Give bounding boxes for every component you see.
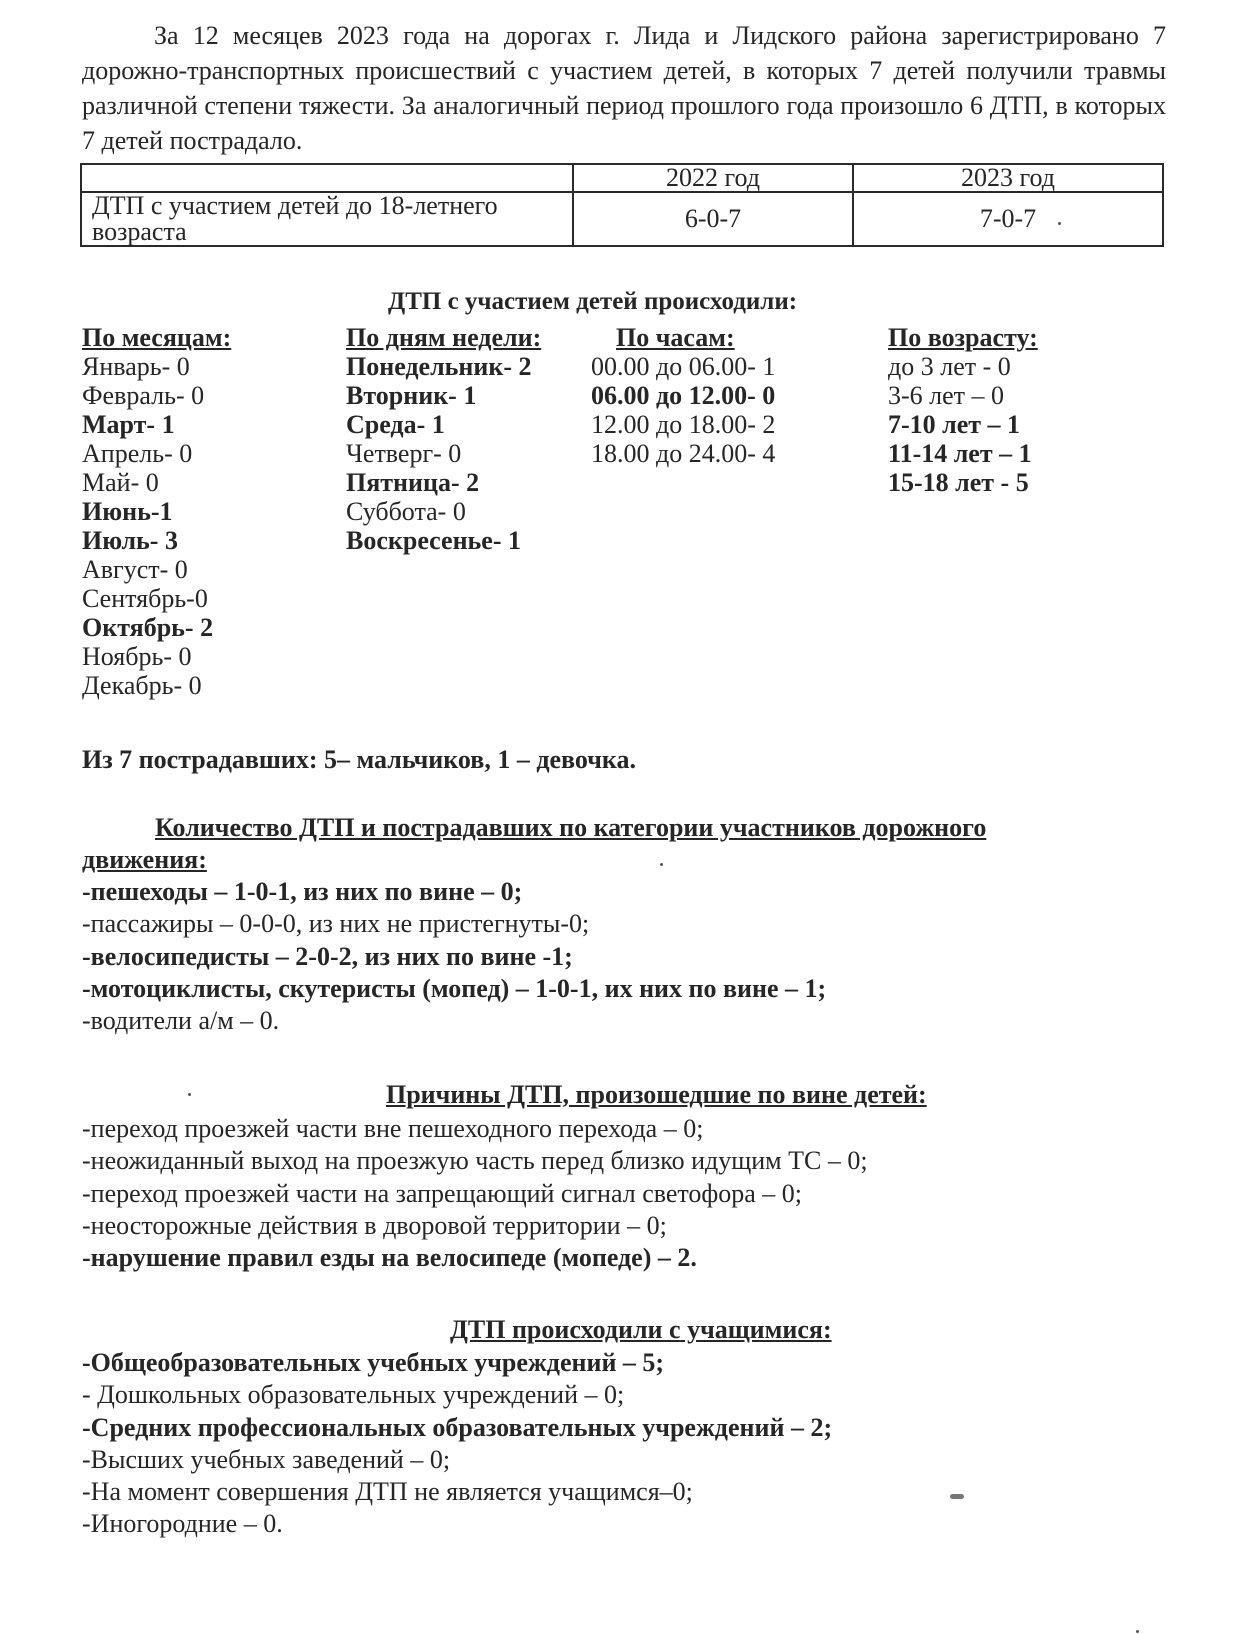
intro-paragraph: За 12 месяцев 2023 года на дорогах г. Лида и Лидского района зарегистрировано 7 дорожно-транспортных происшествий с участием детей, в которых 7 детей получили травмы различной степени тяжести. За аналогичный период прошлого года произошло 6 ДТП, в которых 7 детей пострадало. [82, 21, 1166, 155]
list-item: -неожиданный выход на проезжую часть перед близко идущим ТС – 0; [82, 1146, 868, 1176]
table-cell-2022: 6-0-7 [573, 192, 853, 246]
section2-title-line2: движения: [82, 845, 207, 874]
month-item: Декабрь- 0 [82, 671, 202, 700]
list-item-text: Иногородние – 0. [90, 1509, 283, 1539]
list-item-text: На момент совершения ДТП не является учащимся–0; [90, 1477, 693, 1507]
list-item-text: Средних профессиональных образовательных учреждений – 2; [90, 1412, 833, 1442]
age-item: 7-10 лет – 1 [888, 410, 1021, 439]
list-item: -велосипедисты – 2-0-2, из них по вине -1; [82, 941, 573, 971]
month-item: Сентябрь-0 [82, 584, 208, 613]
scan-speck [188, 1093, 191, 1096]
day-item: Воскресенье- 1 [346, 526, 522, 555]
scan-speck [1058, 222, 1061, 225]
hours-header: По часам: [616, 323, 735, 352]
day-item: Суббота- 0 [346, 497, 466, 526]
table-header-2022: 2022 год [573, 164, 853, 192]
table-cell-2023: 7-0-7 [853, 192, 1163, 246]
month-item: Февраль- 0 [82, 381, 205, 410]
victims-summary: Из 7 пострадавших: 5– мальчиков, 1 – девочка. [82, 745, 636, 774]
list-item-text: неосторожные действия в дворовой территории – 0; [90, 1210, 667, 1240]
stats-table [80, 163, 1164, 247]
causes-list [82, 1113, 868, 1274]
age-item: 11-14 лет – 1 [888, 439, 1032, 468]
list-item-text: Общеобразовательных учебных учреждений – 5; [90, 1348, 665, 1377]
list-item-text: водители а/м – 0. [90, 1006, 280, 1036]
month-item: Июнь-1 [82, 497, 173, 526]
month-item: Март- 1 [82, 410, 175, 439]
month-item: Август- 0 [82, 555, 188, 584]
scan-speck [1136, 1630, 1139, 1633]
month-item: Ноябрь- 0 [82, 642, 192, 671]
list-item: -переход проезжей части вне пешеходного перехода – 0; [82, 1114, 704, 1143]
age-item: 3-6 лет – 0 [888, 381, 1005, 410]
participants-list [82, 876, 826, 1037]
month-item: Апрель- 0 [82, 439, 193, 468]
list-item: -Высших учебных заведений – 0; [82, 1444, 451, 1474]
month-item: Январь- 0 [82, 352, 190, 381]
list-item: -нарушение правил езды на велосипеде (мопеде) – 2. [82, 1243, 697, 1273]
days-header: По дням недели: [346, 323, 542, 352]
months-column [82, 323, 231, 700]
section3-title: Причины ДТП, произошедшие по вине детей: [386, 1080, 927, 1109]
age-item: до 3 лет - 0 [888, 352, 1011, 381]
table-row-label: ДТП с участием детей до 18-летнего возраста [81, 192, 573, 246]
month-item: Май- 0 [82, 468, 159, 497]
list-item-text: велосипедисты – 2-0-2, из них по вине -1; [90, 941, 573, 971]
list-item: -мотоциклисты, скутеристы (мопед) – 1-0-1, их них по вине – 1; [82, 973, 827, 1003]
list-item: -неосторожные действия в дворовой территории – 0; [82, 1210, 667, 1240]
hours-column [591, 323, 775, 468]
day-item: Среда- 1 [346, 410, 445, 439]
list-item: -Иногородние – 0. [82, 1509, 283, 1539]
list-item: -На момент совершения ДТП не является учащимся–0; [82, 1477, 693, 1507]
table-header-empty [81, 164, 573, 192]
day-item: Четверг- 0 [346, 439, 462, 468]
table-header-2023: 2023 год [853, 164, 1163, 192]
list-item-text: переход проезжей части вне пешеходного перехода – 0; [90, 1114, 704, 1143]
hour-item [591, 352, 775, 381]
list-item-text: переход проезжей части на запрещающий сигнал светофора – 0; [90, 1178, 803, 1208]
list-item-text: пассажиры – 0-0-0, из них не пристегнуты-0; [90, 909, 590, 939]
age-column [888, 323, 1038, 497]
section2-title-line1: Количество ДТП и пострадавших по категории участников дорожного [155, 813, 987, 842]
list-item: -пешеходы – 1-0-1, из них по вине – 0; [82, 877, 523, 906]
hour-item: 06.00 до 12.00- 0 [591, 381, 776, 410]
list-item-text: Дошкольных образовательных учреждений – 0; [97, 1380, 625, 1410]
list-item: -Общеобразовательных учебных учреждений – 5; [82, 1348, 665, 1377]
list-item: -Средних профессиональных образовательных учреждений – 2; [82, 1412, 833, 1442]
list-item: - Дошкольных образовательных учреждений – 0; [82, 1380, 625, 1410]
hour-item: 12.00 до 18.00- 2 [591, 410, 776, 439]
students-list [82, 1347, 832, 1541]
scan-smudge [950, 1494, 964, 1499]
list-item-text: мотоциклисты, скутеристы (мопед) – 1-0-1, их них по вине – 1; [90, 973, 827, 1003]
hour-item-text: 00.00 до 06.00- 1 [591, 352, 776, 381]
list-item-text: пешеходы – 1-0-1, из них по вине – 0; [90, 877, 523, 906]
list-item-text: нарушение правил езды на велосипеде (мопеде) – 2. [90, 1243, 697, 1273]
day-item: Вторник- 1 [346, 381, 477, 410]
day-item: Понедельник- 2 [346, 352, 532, 381]
list-item: -переход проезжей части на запрещающий сигнал светофора – 0; [82, 1178, 803, 1208]
age-header: По возрасту: [888, 323, 1038, 352]
list-item: -водители а/м – 0. [82, 1006, 280, 1036]
months-header: По месяцам: [82, 323, 232, 352]
age-item: 15-18 лет - 5 [888, 468, 1029, 497]
list-item-text: неожиданный выход на проезжую часть перед близко идущим ТС – 0; [90, 1146, 868, 1176]
hour-item: 18.00 до 24.00- 4 [591, 439, 776, 468]
list-item-text: Высших учебных заведений – 0; [90, 1444, 451, 1474]
list-item: -пассажиры – 0-0-0, из них не пристегнуты-0; [82, 909, 590, 939]
day-item: Пятница- 2 [346, 468, 480, 497]
section4-title: ДТП происходили с учащимися: [450, 1315, 832, 1344]
month-item: Июль- 3 [82, 526, 178, 555]
days-column [346, 323, 541, 555]
scan-speck [660, 863, 663, 866]
section1-title: ДТП с участием детей происходили: [388, 288, 798, 315]
month-item: Октябрь- 2 [82, 613, 214, 642]
